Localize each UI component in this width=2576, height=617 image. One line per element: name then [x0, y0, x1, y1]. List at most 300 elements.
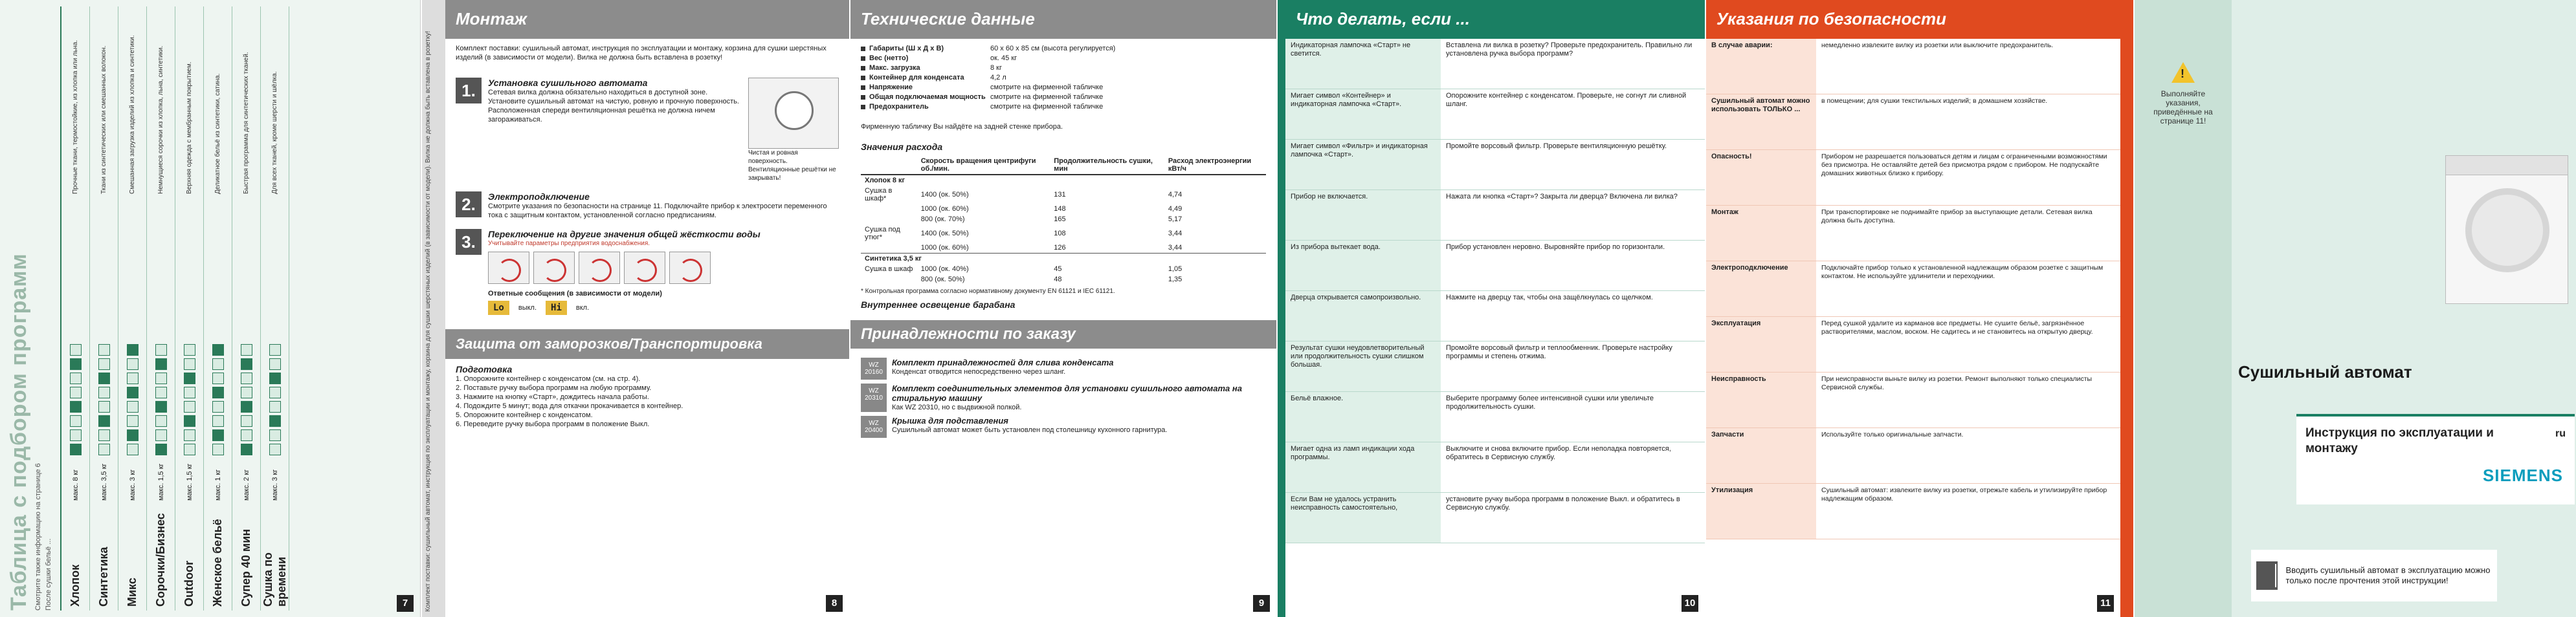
program-cell: [184, 344, 195, 356]
safety-value: Сушильный автомат: извлеките вилку из розетки, отрежьте кабель и утилизируйте прибор надлежащим образом.: [1821, 486, 2107, 503]
program-cell: [241, 387, 252, 398]
accessory-title: Комплект принадлежностей для слива конденсата: [892, 358, 1114, 367]
page-number: 8: [826, 595, 843, 612]
program-cell: [155, 401, 167, 413]
trouble-question: Прибор не включается.: [1285, 190, 1441, 240]
program-cell: [98, 344, 110, 356]
safety-key: Монтаж: [1706, 206, 1816, 261]
program-cell: [241, 401, 252, 413]
table-cell-time: 126: [1054, 244, 1066, 252]
step-1-number: 1.: [456, 78, 482, 103]
program-cell: [98, 415, 110, 427]
table-cell-time: 48: [1054, 276, 1062, 283]
safety-key: Утилизация: [1706, 484, 1816, 539]
accessory-code: WZ 20160: [861, 358, 887, 380]
safety-key: Неисправность: [1706, 373, 1816, 428]
spec-row: [861, 44, 1266, 54]
step-3-number: 3.: [456, 229, 482, 255]
page-number: 7: [397, 595, 414, 612]
program-cell: [70, 401, 82, 413]
off-label: выкл.: [518, 304, 537, 312]
table-header-cell: Скорость вращения центрифуги об./мин.: [917, 156, 1050, 175]
program-row: [118, 6, 147, 611]
table-cell-rpm: [917, 264, 1050, 274]
program-cell: [184, 429, 195, 441]
program-cell: [70, 429, 82, 441]
program-max-load: макс. 1,5 кг: [185, 463, 194, 501]
table-row: [861, 264, 1266, 274]
program-description: Смешанная загрузка изделий из хлопка и синтетики.: [128, 35, 136, 194]
cover-product-name: Сушильный автомат: [2238, 362, 2412, 382]
spec-key: [861, 73, 990, 83]
trouble-row: [1285, 140, 1705, 190]
bullet-icon: [861, 95, 865, 100]
program-cells: [269, 194, 281, 455]
residual-moisture: (ок. 40%): [938, 265, 969, 273]
step-1-text: Сетевая вилка должна обязательно находиться в доступной зоне. Установите сушильный автомат на чистую, ровную и прочную поверхность. Расположенная спереди вентиляционная решётка не должна ничем загораживаться.: [488, 89, 739, 124]
spec-row: [861, 63, 1266, 73]
spec-key: [861, 54, 990, 63]
program-cell: [184, 401, 195, 413]
hardness-step-image: [669, 252, 711, 284]
program-cell: [212, 344, 224, 356]
accessory-code: WZ 20310: [861, 384, 887, 412]
safety-row: [1706, 39, 2120, 94]
table-cell-rpm: [917, 274, 1050, 285]
safety-key: Эксплуатация: [1706, 317, 1816, 372]
spec-key-text: Габариты (Ш x Д x В): [869, 45, 944, 52]
program-cell: [241, 415, 252, 427]
program-max-load: макс. 2 кг: [242, 469, 250, 501]
cover-language: ru: [2555, 428, 2566, 439]
safety-value: Подключайте прибор только к установленной надлежащим образом розетке с защитным контактом. Не используйте удлинители и переходники.: [1821, 264, 2104, 280]
table-cell-time: 165: [1054, 215, 1066, 223]
spec-key: [861, 44, 990, 54]
frost-step: 6. Переведите ручку выбора программ в положение Выкл.: [456, 420, 650, 428]
spec-key: [861, 102, 990, 112]
program-cell: [98, 358, 110, 370]
program-description: Быстрая программа для синтетических тканей.: [242, 52, 250, 194]
program-description: Прочные ткани, термостойкие, из хлопка или льна.: [71, 40, 79, 194]
trouble-row: [1285, 341, 1705, 392]
program-cell: [127, 373, 139, 384]
spec-key-text: Общая подключаемая мощность: [869, 93, 986, 101]
troubleshooting-list: [1285, 39, 1705, 543]
program-table-panel: [0, 0, 421, 617]
table-cell-rpm: [917, 243, 1050, 254]
program-row: [147, 6, 175, 611]
residual-moisture: (ок. 50%): [938, 230, 969, 237]
program-cell: [212, 401, 224, 413]
side-bar: [422, 0, 445, 617]
program-cell: [127, 358, 139, 370]
frost-step: 4. Подождите 5 минут; вода для откачки прокачивается в контейнер.: [456, 402, 683, 410]
trouble-question: Дверца открывается самопроизвольно.: [1285, 291, 1441, 341]
table-cell-label: [861, 243, 917, 254]
spec-key-text: Контейнер для конденсата: [869, 74, 964, 81]
trouble-question: Мигает символ «Контейнер» и индикаторная лампочка «Старт».: [1285, 89, 1441, 139]
table-cell-label: Сушка в шкаф: [865, 265, 913, 273]
safety-value: Используйте только оригинальные запчасти.: [1821, 431, 1964, 438]
program-cells: [70, 194, 82, 455]
drum-light-title: Внутреннее освещение барабана: [861, 299, 1016, 310]
program-name: Сорочки/Бизнес: [154, 513, 167, 607]
table-cell-kwh: 1,35: [1168, 276, 1183, 283]
table-cell-label: [861, 204, 917, 214]
accessory-item: [861, 384, 1266, 412]
program-cell: [241, 373, 252, 384]
program-description: Для всех тканей, кроме шерсти и шёлка.: [271, 71, 278, 194]
program-cell: [269, 401, 281, 413]
program-cell: [127, 387, 139, 398]
trouble-row: [1285, 241, 1705, 291]
spec-value: смотрите на фирменной табличке: [990, 103, 1104, 111]
safety-key: Опасность!: [1706, 150, 1816, 205]
program-cell: [269, 358, 281, 370]
program-cells: [184, 194, 195, 455]
accessories-title: Принадлежности по заказу: [850, 320, 1276, 349]
hardness-step-image: [488, 252, 529, 284]
accessory-item: [861, 416, 1266, 438]
trouble-answer: Прибор установлен неровно. Выровняйте прибор по горизонтали.: [1446, 243, 1665, 251]
program-cell: [98, 401, 110, 413]
cover-read-first-text: Вводить сушильный автомат в эксплуатацию можно только после прочтения этой инструкции!: [2285, 565, 2491, 585]
step-1-title: Установка сушильного автомата: [488, 78, 648, 88]
frost-step: 5. Опорожните контейнер с конденсатом.: [456, 411, 593, 419]
program-cell: [155, 373, 167, 384]
program-cell: [70, 344, 82, 356]
spec-key-text: Напряжение: [869, 83, 913, 91]
accessory-body: [892, 416, 1266, 438]
table-cell-kwh: 3,44: [1168, 244, 1183, 252]
program-cells: [127, 194, 139, 455]
program-name: Хлопок: [69, 564, 82, 607]
tech-data-title: Технические данные: [850, 0, 1276, 39]
trouble-row: [1285, 89, 1705, 140]
rpm-value: 800: [920, 276, 933, 283]
hardness-step-image: [533, 252, 575, 284]
program-cell: [269, 444, 281, 455]
program-cell: [70, 358, 82, 370]
safety-value: Прибором не разрешается пользоваться детям и лицам с ограниченными возможностями без присмотра. Не оставляйте детей без присмотра рядом с прибором. Не подпускайте домашних животных близко к прибору.: [1821, 153, 2107, 177]
hardness-step-image: [624, 252, 665, 284]
safety-value: немедленно извлеките вилку из розетки или выключите предохранитель.: [1821, 41, 2054, 49]
program-cell: [212, 387, 224, 398]
safety-row: [1706, 373, 2120, 428]
frost-title: Защита от заморозков/Транспортировка: [445, 329, 849, 359]
program-cell: [155, 358, 167, 370]
program-cell: [212, 429, 224, 441]
plate-note: Фирменную табличку Вы найдёте на задней стенке прибора.: [861, 123, 1063, 131]
safety-key: Электроподключение: [1706, 261, 1816, 316]
accessory-title: Крышка для подставления: [892, 416, 1008, 426]
trouble-answer: Вставлена ли вилка в розетку? Проверьте предохранитель. Правильно ли установлена ручка выбора программ?: [1446, 41, 1693, 58]
program-description: Верхняя одежда с мембранным покрытием.: [185, 61, 193, 194]
trouble-question: Бельё влажное.: [1285, 392, 1441, 442]
step-2-text: Смотрите указания по безопасности на странице 11. Подключайте прибор к электросети переменного тока с защитным контактом, установленной согласно предписаниям.: [488, 202, 827, 219]
program-cell: [127, 415, 139, 427]
cover-sidebar: [2135, 0, 2232, 617]
program-cell: [241, 358, 252, 370]
installation-panel: [422, 0, 849, 617]
dryer-door: [2465, 188, 2549, 272]
program-cells: [212, 194, 224, 455]
table-cell-kwh: 5,17: [1168, 215, 1183, 223]
trouble-answer: Выключите и снова включите прибор. Если неполадка повторяется, обратитесь в Сервисную службу.: [1446, 445, 1671, 461]
program-row: [204, 6, 232, 611]
accessory-body: [892, 358, 1266, 380]
program-description: Немнущиеся сорочки из хлопка, льна, синтетики.: [157, 45, 164, 194]
trouble-row: [1285, 291, 1705, 341]
residual-moisture: (ок. 60%): [938, 244, 969, 252]
spec-row: [861, 54, 1266, 63]
response-label: Ответные сообщения (в зависимости от модели): [488, 290, 662, 298]
trouble-answer: Нажата ли кнопка «Старт»? Закрыта ли дверца? Включена ли вилка?: [1446, 193, 1678, 200]
program-grid: [60, 6, 289, 611]
on-label: вкл.: [575, 304, 590, 312]
table-row: [861, 186, 1266, 204]
safety-value: в помещении; для сушки текстильных изделий; в домашнем хозяйстве.: [1821, 97, 2048, 105]
frost-step: 3. Нажмите на кнопку «Старт», дождитесь начала работы.: [456, 393, 649, 401]
program-max-load: макс. 8 кг: [71, 469, 80, 501]
accessory-text: Сушильный автомат может быть установлен под столешницу кухонного гарнитура.: [892, 426, 1168, 434]
rpm-value: 1400: [920, 191, 937, 199]
program-cell: [98, 429, 110, 441]
dryer-diagram: [748, 78, 839, 149]
safety-panel: [1706, 0, 2133, 617]
program-cells: [241, 194, 252, 455]
side-bar-text: Комплект поставки: сушильный автомат, инструкция по эксплуатации и монтажу, корзина для сушки шерстяных изделий (в зависимости от модели). Вилка не должна быть вставлена в розетку!: [425, 30, 432, 612]
table-row: [861, 204, 1266, 214]
brand-logo: SIEMENS: [2482, 466, 2563, 485]
trouble-row: [1285, 442, 1705, 493]
spec-row: [861, 83, 1266, 92]
program-cell: [184, 358, 195, 370]
consumption-title: Значения расхода: [861, 142, 943, 152]
installation-title: Монтаж: [445, 0, 849, 39]
program-name: Женское бельё: [211, 519, 224, 607]
trouble-answer: Промойте ворсовый фильтр. Проверьте вентиляционную решётку.: [1446, 142, 1667, 150]
program-cells: [98, 194, 110, 455]
table-cell-rpm: [917, 214, 1050, 224]
tech-data-panel: [850, 0, 1276, 617]
residual-moisture: (ок. 50%): [935, 276, 965, 283]
program-cell: [184, 373, 195, 384]
program-cell: [212, 444, 224, 455]
safety-row: [1706, 428, 2120, 484]
step-2-number: 2.: [456, 191, 482, 217]
program-cell: [127, 429, 139, 441]
program-cell: [98, 387, 110, 398]
spec-value: 8 кг: [990, 64, 1002, 72]
table-cell-kwh: 3,44: [1168, 230, 1183, 237]
table-row: [861, 224, 1266, 243]
troubleshooting-title: Что делать, если ...: [1285, 0, 1705, 39]
spec-row: [861, 92, 1266, 102]
rpm-value: 1000: [920, 265, 937, 273]
table-cell-rpm: [917, 186, 1050, 204]
troubleshooting-panel: [1278, 0, 1705, 617]
program-cell: [269, 387, 281, 398]
program-cell: [184, 444, 195, 455]
trouble-answer: Нажмите на дверцу так, чтобы она защёлкнулась со щелчком.: [1446, 294, 1653, 301]
bullet-icon: [861, 47, 865, 51]
residual-moisture: (ок. 60%): [938, 205, 969, 213]
frost-step: 1. Опорожните контейнер с конденсатом (см. на стр. 4).: [456, 375, 641, 383]
program-cell: [70, 415, 82, 427]
program-cell: [98, 444, 110, 455]
program-max-load: макс. 3,5 кг: [100, 463, 108, 501]
program-row: [261, 6, 289, 611]
bullet-icon: [861, 76, 865, 80]
trouble-row: [1285, 190, 1705, 241]
program-cell: [212, 373, 224, 384]
program-cell: [269, 344, 281, 356]
frost-step: 2. Поставьте ручку выбора программ на любую программу.: [456, 384, 652, 392]
teal-edge: [1278, 0, 1285, 617]
frost-prep: Подготовка: [456, 364, 513, 374]
trouble-question: Результат сушки неудовлетворительный или продолжительность сушки слишком большая.: [1285, 341, 1441, 391]
program-name: Микс: [126, 578, 139, 607]
trouble-question: Мигает одна из ламп индикации хода программы.: [1285, 442, 1441, 492]
cover-panel: [2135, 0, 2576, 617]
program-cell: [184, 415, 195, 427]
code-hi: Hi: [546, 301, 567, 315]
program-name: Сушка по времени: [261, 552, 288, 607]
safety-value: При транспортировке не поднимайте прибор за выступающие детали. Сетевая вилка должна быть доступна.: [1821, 208, 2093, 224]
program-name: Супер 40 мин: [239, 528, 252, 607]
cover-warning-note: Выполняйте указания, приведённые на странице 11!: [2153, 89, 2213, 125]
spec-key-text: Вес (нетто): [869, 54, 909, 62]
accessory-item: [861, 358, 1266, 380]
table-cell-label: [861, 274, 917, 285]
cover-read-first: [2251, 550, 2497, 601]
table-row: [861, 243, 1266, 254]
drum-illustration: [775, 91, 814, 130]
program-cell: [269, 415, 281, 427]
rpm-value: 1000: [920, 244, 937, 252]
program-cell: [155, 344, 167, 356]
dryer-illustration: [2445, 155, 2568, 304]
program-cell: [241, 344, 252, 356]
accessory-text: Как WZ 20310, но с выдвижной полкой.: [892, 404, 1022, 411]
program-cell: [241, 429, 252, 441]
table-cell-time: 45: [1054, 265, 1062, 273]
table-cell-time: 108: [1054, 230, 1066, 237]
program-table-subtitle: Смотрите также информацию на странице 6: [34, 463, 42, 611]
safety-row: [1706, 150, 2120, 206]
safety-row: [1706, 206, 2120, 261]
program-cell: [155, 444, 167, 455]
cover-title: Инструкция по эксплуатации и монтажу: [2305, 426, 2494, 455]
program-name: Синтетика: [97, 547, 110, 607]
program-cell: [70, 373, 82, 384]
trouble-row: [1285, 493, 1705, 543]
table-cell-rpm: [917, 224, 1050, 243]
trouble-answer: установите ручку выбора программ в положение Выкл. и обратитесь в Сервисную службу.: [1446, 495, 1680, 512]
bullet-icon: [861, 85, 865, 90]
table-cell-label: Сушка в шкаф*: [865, 187, 893, 202]
safety-key: Сушильный автомат можно использовать ТОЛЬКО ...: [1706, 94, 1816, 149]
spec-value: смотрите на фирменной табличке: [990, 93, 1104, 101]
safety-row: [1706, 484, 2120, 539]
program-cell: [98, 373, 110, 384]
program-row: [61, 6, 90, 611]
program-cell: [269, 429, 281, 441]
table-header-cell: [861, 156, 917, 175]
accessory-title: Комплект соединительных элементов для установки сушильного автомата на стиральную машину: [892, 384, 1242, 403]
cover-title-box: [2296, 414, 2575, 504]
program-cell: [127, 444, 139, 455]
spec-key: [861, 63, 990, 73]
program-name: Outdoor: [183, 561, 195, 607]
safety-title: Указания по безопасности: [1706, 0, 2120, 39]
table-cell-kwh: 1,05: [1168, 265, 1183, 273]
program-row: [232, 6, 261, 611]
program-cell: [212, 415, 224, 427]
safety-key: В случае аварии:: [1706, 39, 1816, 94]
safety-list: [1706, 39, 2120, 539]
rpm-value: 800: [920, 215, 933, 223]
program-description: Ткани из синтетических или смешанных волокон.: [100, 45, 107, 194]
spec-row: [861, 73, 1266, 83]
program-cells: [155, 194, 167, 455]
table-cell-rpm: [917, 204, 1050, 214]
spec-row: [861, 102, 1266, 112]
table-cell-time: 131: [1054, 191, 1066, 199]
trouble-question: Индикаторная лампочка «Старт» не светится.: [1285, 39, 1441, 89]
program-max-load: макс. 1,5 кг: [157, 463, 165, 501]
program-description: Деликатное бельё из синтетики, сатина.: [214, 73, 221, 194]
program-row: [90, 6, 118, 611]
program-cell: [127, 401, 139, 413]
spec-value: смотрите на фирменной табличке: [990, 83, 1104, 91]
hardness-steps: [488, 252, 839, 284]
dryer-diagram-caption: Чистая и ровная поверхность. Вентиляционные решётки не закрывать!: [748, 149, 836, 182]
consumption-footnote: * Контрольная программа согласно нормативному документу EN 61121 и IEC 61121.: [861, 288, 1115, 295]
bullet-icon: [861, 105, 865, 109]
step-3-title: Переключение на другие значения общей жёсткости воды: [488, 229, 761, 239]
dryer-control-panel: [2446, 156, 2568, 175]
spec-key: [861, 92, 990, 102]
spec-key-text: Макс. загрузка: [869, 64, 920, 72]
frost-steps: [456, 374, 839, 429]
program-cell: [70, 387, 82, 398]
program-row: [175, 6, 204, 611]
trouble-row: [1285, 392, 1705, 442]
program-cell: [241, 444, 252, 455]
bullet-icon: [861, 56, 865, 61]
table-cell-label: Сушка под утюг*: [865, 226, 900, 241]
safety-value: Перед сушкой удалите из карманов все предметы. Не сушите бельё, загрязнённое растворителями, маслом, воском. Не садитесь и не становитесь на открытую дверцу.: [1821, 319, 2093, 336]
trouble-question: Из прибора вытекает вода.: [1285, 241, 1441, 290]
accessories-list: [850, 349, 1276, 443]
residual-moisture: (ок. 50%): [938, 191, 969, 199]
bullet-icon: [861, 66, 865, 70]
accessory-text: Конденсат отводится непосредственно через шланг.: [892, 368, 1066, 376]
trouble-answer: Выберите программу более интенсивной сушки или увеличьте продолжительность сушки.: [1446, 395, 1654, 411]
installation-intro: Комплект поставки: сушильный автомат, инструкция по эксплуатации и монтажу, корзина для сушки шерстяных изделий (в зависимости от модели). Вилка не должна быть вставлена в розетку!: [456, 45, 827, 61]
program-cell: [184, 387, 195, 398]
table-cell-label: [861, 214, 917, 224]
program-table-title: Таблица с подбором программ: [6, 253, 31, 611]
page-number: 11: [2097, 595, 2114, 612]
safety-value: При неисправности выньте вилку из розетки. Ремонт выполняют только специалисты Сервисной службы.: [1821, 375, 2093, 391]
residual-moisture: (ок. 70%): [935, 215, 965, 223]
safety-key: Запчасти: [1706, 428, 1816, 483]
safety-row: [1706, 261, 2120, 317]
table-group-name: Синтетика 3,5 кг: [861, 254, 1266, 265]
